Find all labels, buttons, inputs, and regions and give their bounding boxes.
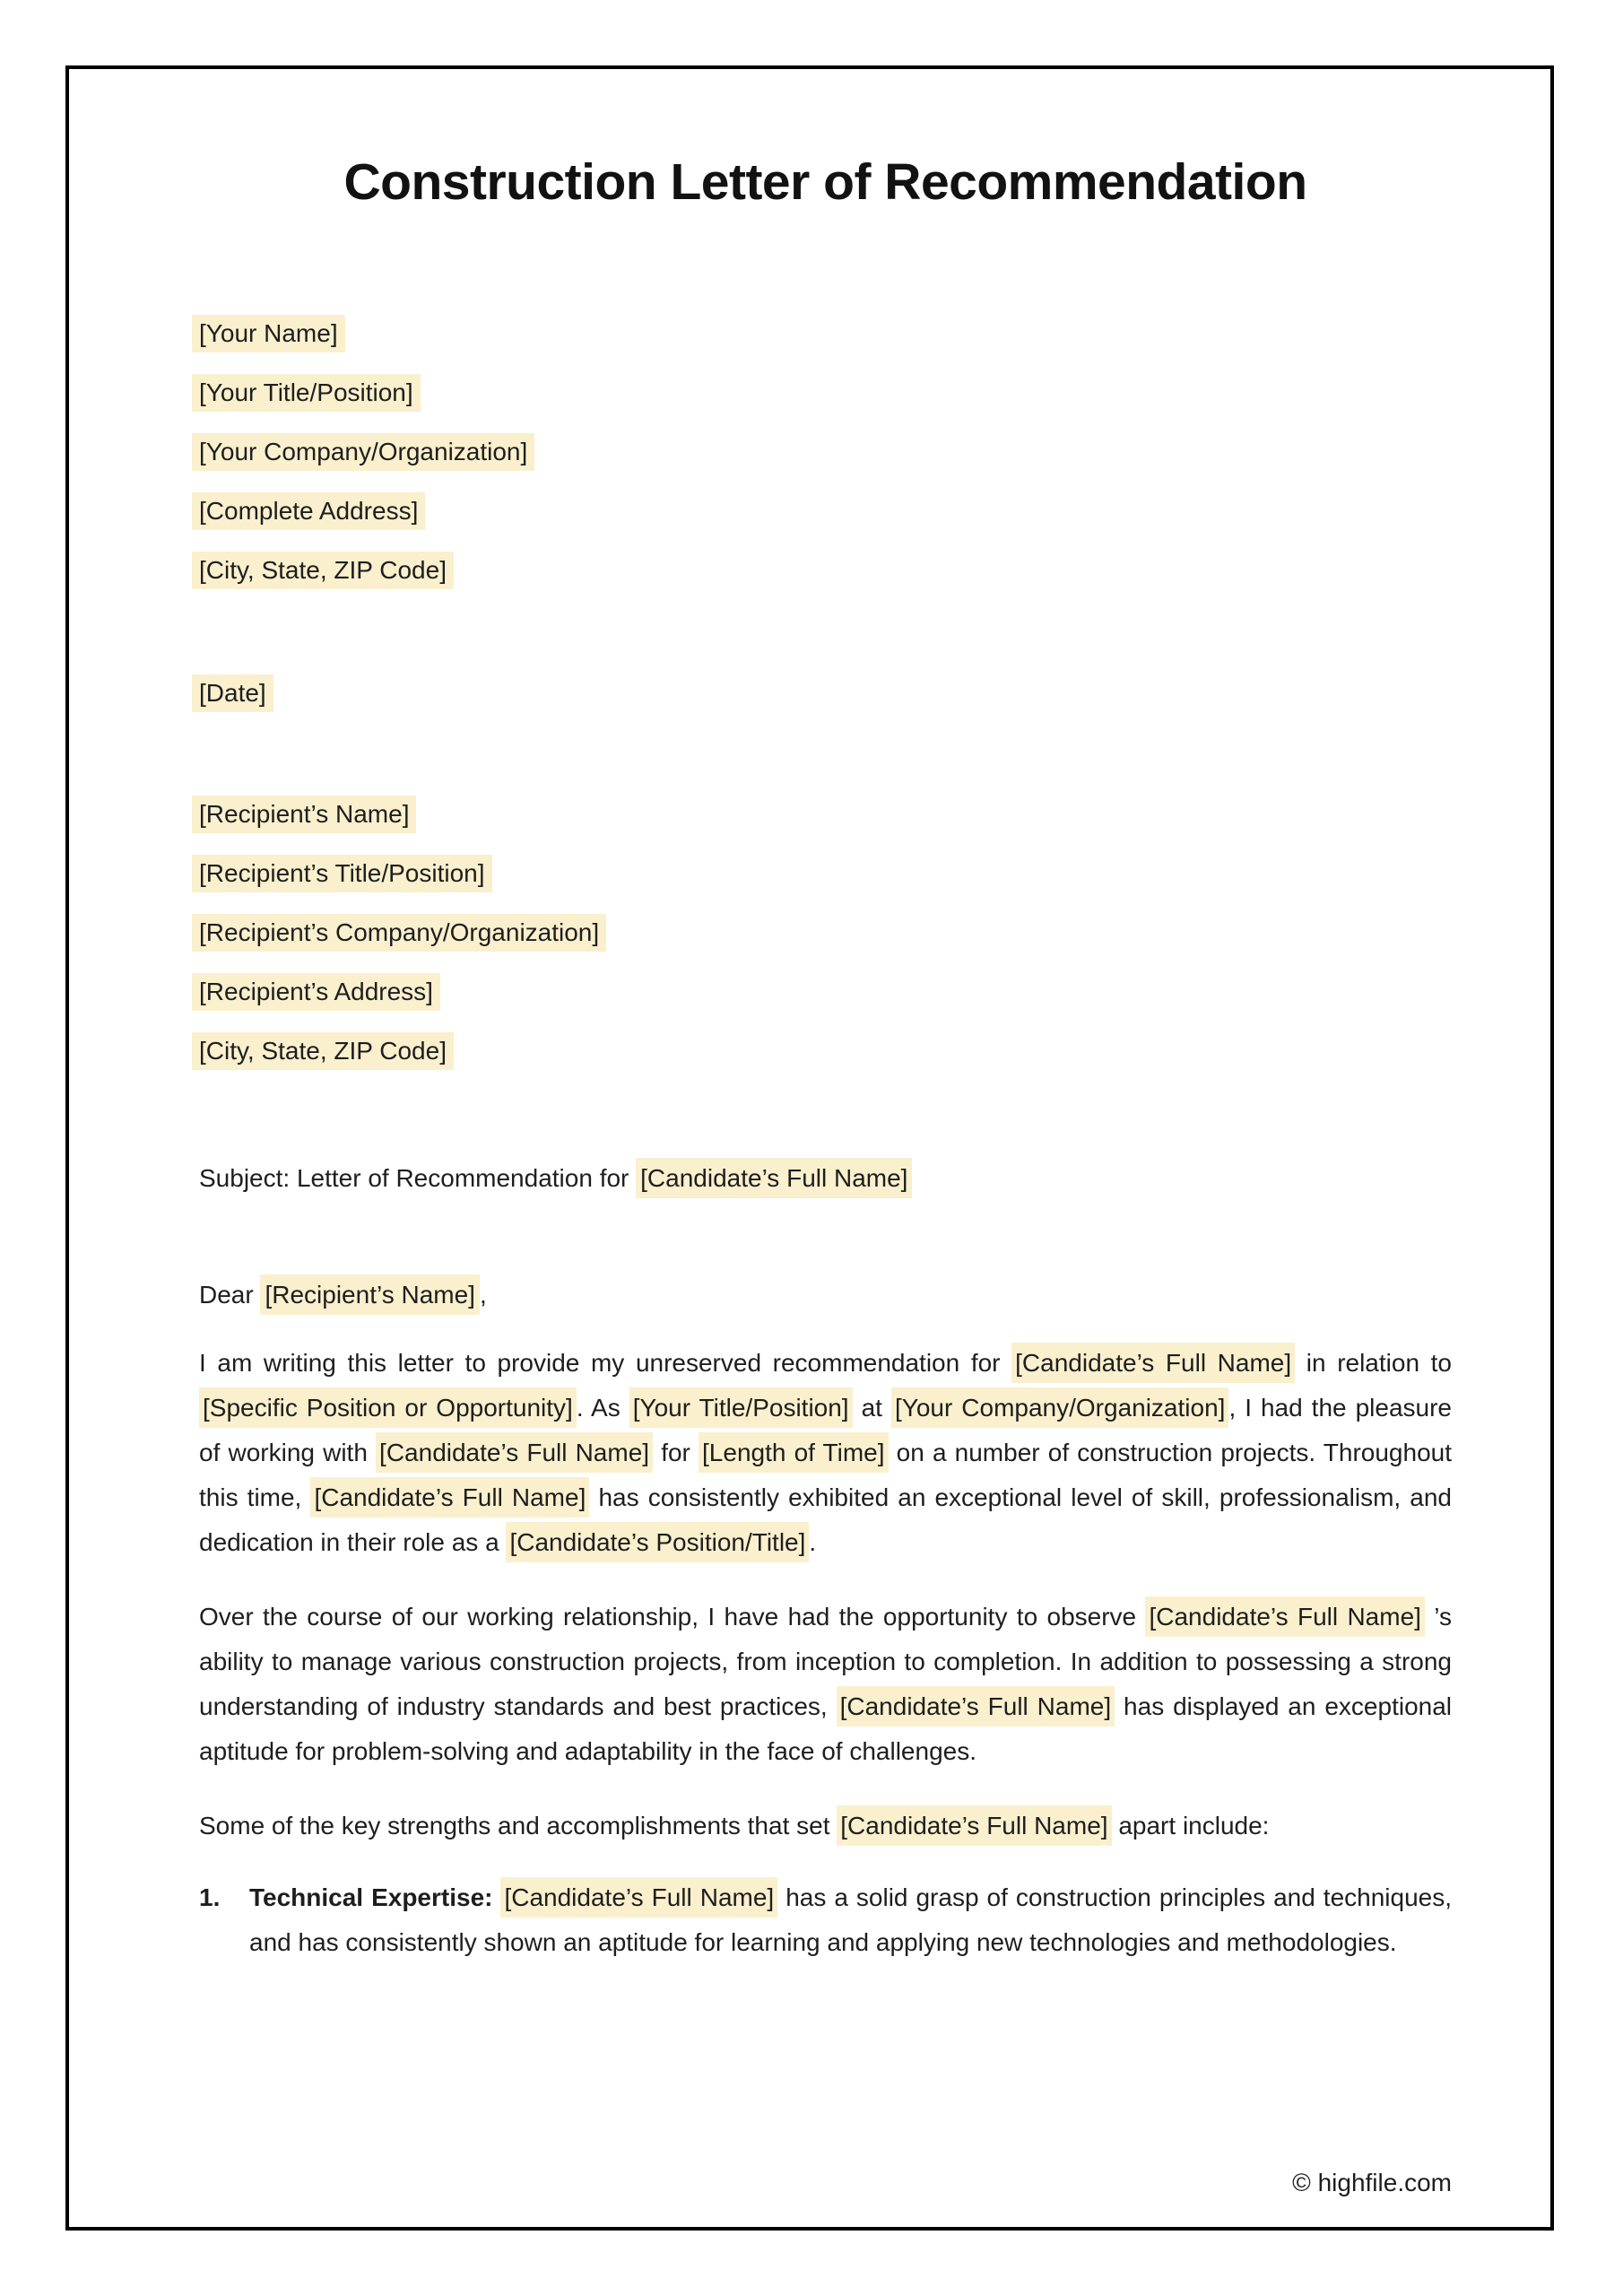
recipient-name-line xyxy=(192,796,1452,833)
strengths-list-item-1 xyxy=(199,1875,1452,1965)
salutation-line: Dear [Recipient’s Name] , xyxy=(199,1276,1452,1314)
page-border xyxy=(65,65,1554,2231)
subject-line: Subject: Letter of Recommendation for [Candidate’s Full Name] xyxy=(199,1160,1452,1197)
sender-address-line xyxy=(192,492,1452,530)
placeholder-recipient-city-state-zip: [City, State, ZIP Code] xyxy=(192,1032,454,1070)
sender-address-block xyxy=(199,315,1452,589)
recipient-title-line xyxy=(192,855,1452,892)
placeholder-your-title: [Your Title/Position] xyxy=(192,374,421,412)
body-paragraph-1: I am writing this letter to provide my unreserved recommendation for [Candidate’s Full Name] in relation to [Specific Position or Opportunity] . As [Your Title/Position] at [Your Company/Organization] , I had the pleasure of working with [Candidate’s Full Name] for [Length of Time] on a number of construction projects. Throughout this time, [Candidate’s Full Name] has consistently exhibited an exceptional level of skill, professionalism, and dedication in their role as a [Candidate’s Position/Title] . xyxy=(199,1341,1452,1565)
placeholder-recipient-title: [Recipient’s Title/Position] xyxy=(192,855,492,892)
placeholder-your-name: [Your Name] xyxy=(192,315,345,352)
body-paragraph-2: Over the course of our working relationship, I have had the opportunity to observe [Candidate’s Full Name] ’s ability to manage various construction projects, from inception to completion. In addition to possessing a strong understanding of industry standards and best practices, [Candidate’s Full Name] has displayed an exceptional aptitude for problem-solving and adaptability in the face of challenges. xyxy=(199,1595,1452,1774)
sender-title-line xyxy=(192,374,1452,412)
placeholder-recipient-name: [Recipient’s Name] xyxy=(192,796,416,833)
placeholder-recipient-company: [Recipient’s Company/Organization] xyxy=(192,914,606,952)
placeholder-your-company: [Your Company/Organization] xyxy=(192,433,534,471)
recipient-address-block xyxy=(199,796,1452,1070)
document-title: Construction Letter of Recommendation xyxy=(343,153,1307,211)
body-paragraph-3: Some of the key strengths and accomplishments that set [Candidate’s Full Name] apart include: xyxy=(199,1804,1452,1848)
footer-copyright: © highfile.com xyxy=(1292,2169,1452,2196)
list-item-text: Technical Expertise: [Candidate’s Full Name] has a solid grasp of construction principles and techniques, and has consistently shown an aptitude for learning and applying new technologies and methodologies. xyxy=(249,1875,1452,1965)
sender-name-line xyxy=(192,315,1452,352)
placeholder-city-state-zip: [City, State, ZIP Code] xyxy=(192,552,454,589)
placeholder-complete-address: [Complete Address] xyxy=(192,492,425,530)
recipient-address-line xyxy=(192,973,1452,1011)
placeholder-date: [Date] xyxy=(192,674,273,712)
date-line xyxy=(192,674,1452,712)
recipient-city-line xyxy=(192,1032,1452,1070)
letter-content xyxy=(69,152,1550,1965)
list-number: 1. xyxy=(199,1883,221,1911)
recipient-company-line xyxy=(192,914,1452,952)
sender-company-line xyxy=(192,433,1452,471)
placeholder-recipient-address: [Recipient’s Address] xyxy=(192,973,440,1011)
sender-city-line xyxy=(192,552,1452,589)
